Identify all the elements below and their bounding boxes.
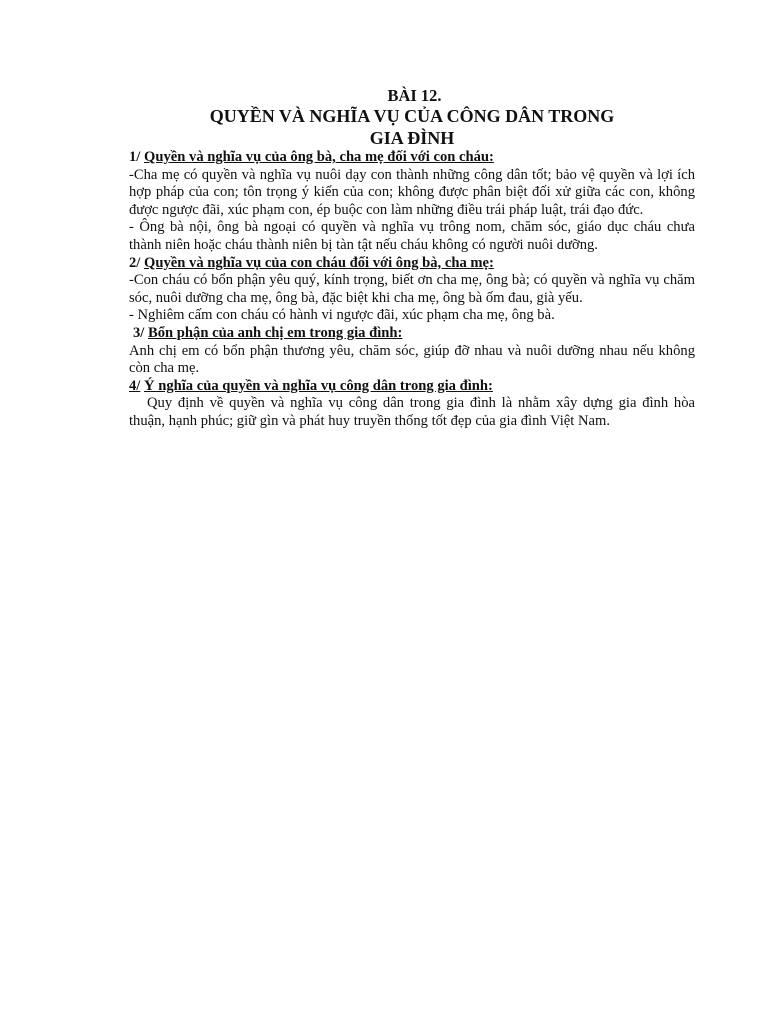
section-4-heading bbox=[129, 378, 695, 396]
lesson-title-line-2: GIA ĐÌNH bbox=[369, 128, 455, 148]
section-2-heading bbox=[129, 255, 695, 273]
section-3-paragraph-1: Anh chị em có bổn phận thương yêu, chăm sóc, giúp đỡ nhau và nuôi dưỡng nhau nếu không còn cha mẹ. bbox=[129, 342, 695, 377]
section-1-heading bbox=[129, 149, 695, 167]
section-4-paragraph-1: Quy định về quyền và nghĩa vụ công dân trong gia đình là nhằm xây dựng gia đình hòa thuận, hạnh phúc; giữ gìn và phát huy truyền thống tốt đẹp của gia đình Việt Nam. bbox=[129, 395, 695, 429]
section-2-paragraph-2: - Nghiêm cấm con cháu có hành vi ngược đãi, xúc phạm cha mẹ, ông bà. bbox=[129, 307, 555, 324]
document-body bbox=[129, 86, 695, 431]
section-2-paragraph-1: -Con cháu có bổn phận yêu quý, kính trọng, biết ơn cha mẹ, ông bà; có quyền và nghĩa vụ chăm sóc, nuôi dưỡng cha mẹ, ông bà, đặc biệt khi cha mẹ, ông bà ốm đau, già yếu. bbox=[129, 272, 695, 306]
section-2-title: Quyền và nghĩa vụ của con cháu đối với ông bà, cha mẹ: bbox=[144, 254, 494, 271]
section-4-title: Ý nghĩa của quyền và nghĩa vụ công dân trong gia đình: bbox=[144, 377, 493, 394]
section-1-paragraph-1: -Cha mẹ có quyền và nghĩa vụ nuôi dạy con thành những công dân tốt; bảo vệ quyền và lợi ích hợp pháp của con; tôn trọng ý kiến của con; không được phân biệt đối xử giữa các con, không được ngược đãi, xúc phạm con, ép buộc con làm những điều trái pháp luật, trái đạo đức. bbox=[129, 166, 695, 218]
section-1-number: 1/ bbox=[129, 149, 141, 165]
section-2-number: 2/ bbox=[129, 254, 141, 271]
section-3-number: 3/ bbox=[133, 324, 145, 341]
section-3-heading bbox=[129, 325, 695, 343]
section-4-number: 4/ bbox=[129, 377, 141, 394]
lesson-title-line-1: QUYỀN VÀ NGHĨA VỤ CỦA CÔNG DÂN TRONG bbox=[209, 106, 615, 126]
section-1-title: Quyền và nghĩa vụ của ông bà, cha mẹ đối với con cháu: bbox=[144, 149, 494, 165]
section-1-paragraph-2: - Ông bà nội, ông bà ngoại có quyền và nghĩa vụ trông nom, chăm sóc, giáo dục cháu chưa thành niên hoặc cháu thành niên bị tàn tật nếu cháu không có người nuôi dưỡng. bbox=[129, 219, 695, 253]
section-3-title: Bổn phận của anh chị em trong gia đình: bbox=[148, 324, 403, 341]
lesson-number: BÀI 12. bbox=[387, 86, 442, 105]
title-block bbox=[129, 86, 695, 149]
